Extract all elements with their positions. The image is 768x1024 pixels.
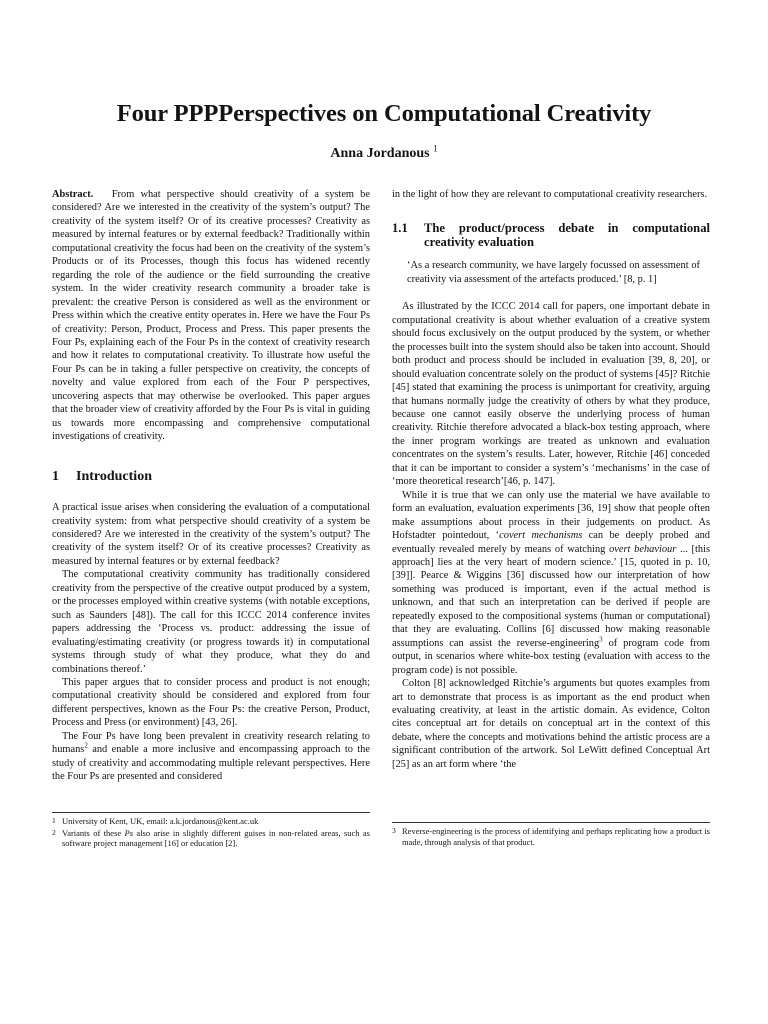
block-quote: ‘As a research community, we have largely focussed on assessment of creativity via assessment of the artefacts produced.’ [8, p. 1]	[407, 260, 700, 285]
footnote-text: also arise in slightly different guises in non-related areas, such as software project management [16] or education [2].	[62, 827, 370, 848]
intro-paragraph-4-continued: in the light of how they are relevant to computational creativity researchers.	[392, 189, 708, 200]
footnote-2	[52, 828, 370, 849]
abstract-label: Abstract.	[52, 189, 94, 200]
author-footnote-mark: 1	[433, 143, 438, 154]
emphasis-text: Ps	[124, 827, 134, 838]
footnote-mark: 1	[52, 816, 56, 825]
emphasis-text: overt behaviour	[609, 543, 677, 555]
author-name: Anna Jordanous	[330, 146, 430, 161]
abstract-text: From what perspective should creativity of a system be considered? Are we interested in the creativity of the system’s output? The creativity of the system itself? Or of its creative processes? Creativity as measured by internal features or by external feedback? Traditionally within computational creativity the focus had been on the creativity of the system’s Products or of its Processes, though this focus has widened recently regarding the role of the audience or the field surrounding the creative system. In the wider creativity research community a broader take is prevalent: the creative Person is considered as well as the environment or Press within which the creative entity operates in. Here we have the Four Ps of creativity: Person, Product, Process and Press. This paper presents the Four Ps, explaining each of the Four Ps in the context of creativity research and how it relates to computational creativity. To illustrate how useful the Four Ps can be in taking a fuller perspective on creativity, the concepts of novelty and value explored from each of the Four P perspectives, uncovering aspects that may otherwise be overlooked. This paper argues that the broader view of creativity afforded by the Four Ps is vital in guiding us towards more encompassing and comprehensive computational investigations of creativity.	[52, 189, 370, 443]
footnote-3	[392, 826, 710, 847]
footnote-ref-2: 2	[84, 741, 88, 750]
footnotes-right	[392, 822, 710, 848]
section-number: 1	[52, 468, 59, 484]
subsection-title: The product/process debate in computational creativity evaluation	[424, 221, 710, 250]
footnote-ref-3: 3	[599, 635, 603, 644]
footnote-text: Reverse-engineering is the process of identifying and perhaps replicating how a product is made, through analysis of that product.	[402, 826, 710, 847]
abstract	[52, 188, 370, 444]
footnote-mark: 2	[52, 827, 56, 837]
subsection-heading-1-1	[392, 221, 710, 249]
paragraph-text: ... [this approach] lies at the very heart of modern science.’ [15, quoted in p. 10, [39]]. Pearce & Wiggins [36] discussed how our interpretation of how something was produced is important, even if the actual method is unknown, and that such an interpretation can be derived if people are repeatedly exposed to the compositional systems (human or computational) that they are evaluating. Collins [6] discussed how making reasonable assumptions can assist the reverse-engineering	[392, 543, 710, 649]
intro-paragraph-2: The computational creativity community has traditionally considered creativity from the perspective of the creative output produced by a system, or the processes employed within creative systems (with notable exceptions, such as Saunders [48]). The call for this ICCC 2014 conference invites papers addressing the ‘Process vs. product: addressing the issue of evaluating/estimating creativity (or progress towards it) in computational systems through study of what they produce, what they do and combinations thereof.’	[52, 569, 370, 675]
section-heading-introduction	[52, 470, 370, 483]
emphasis-text: covert mechanisms	[499, 530, 583, 542]
paragraph-text: of program code from output, in scenarios where white-box testing (evaluation with access to the program code) is not possible.	[392, 637, 710, 676]
paragraph-text: can be deeply probed and eventually revealed merely by means of watching	[392, 530, 710, 555]
footnote-divider	[52, 812, 370, 813]
subsection-number: 1.1	[392, 221, 408, 236]
right-column	[392, 188, 710, 771]
section-title: Introduction	[76, 468, 152, 484]
section-1-1-paragraph-1: As illustrated by the ICCC 2014 call for papers, one important debate in computational creativity is about whether evaluation of a creative system should focus exclusively on the output produced by the system, or whether the processes built into the system should also be taken into account. Should both product and process should be included in evaluation [39, 8, 20], or should evaluation concentrate solely on the product of systems [45]? Ritchie [45] stated that examining the process is unimportant for creativity, arguing that humans normally judge the creativity of others by what they produce, because one cannot easily observe the underlying process of human creativity. Ritchie therefore advocated a black-box testing approach, where the inner program workings are treated as unknown and evaluation concentrates on the system’s results. Later, however, Ritchie [46] conceded that it can be important to consider a system’s ‘mechanisms’ in the case of ‘more theoretical research’[46, p. 147].	[392, 301, 710, 488]
intro-paragraph-4	[52, 730, 370, 784]
footnote-text: University of Kent, UK, email: a.k.jordanous@kent.ac.uk	[62, 816, 259, 826]
author-line	[40, 143, 728, 162]
footnote-mark: 3	[392, 826, 396, 835]
intro-paragraph-1: A practical issue arises when considering the evaluation of a computational creativity system: from what perspective should creativity of a system be considered? Are we interested in the creativity of the system’s output? The creativity of the system itself? Or of its creative processes? Creativity as measured by internal features or by external feedback?	[52, 502, 370, 567]
footnotes-left	[52, 812, 370, 850]
section-1-1-paragraph-3: Colton [8] acknowledged Ritchie’s arguments but quotes examples from art to demonstrate that process is as important as the end product when evaluating creativity, at least in the artistic domain. As evidence, Colton cites conceptual art for details on conceptual art in the context of this debate, where the concepts and motivations behind the artistic process are a significant contribution of the artwork. Sol LeWitt defined Conceptual Art [25] as an art form where ‘the	[392, 678, 710, 770]
left-column	[52, 188, 370, 784]
paragraph-text: While it is true that we can only use the material we have available to form an evaluation, evaluation experiments [36, 19] show that people often make assumptions about process in their judgements on product. As Hofstadter pointedout, ‘	[392, 489, 710, 542]
footnote-1	[52, 816, 370, 827]
footnote-divider	[392, 822, 710, 823]
intro-paragraph-3: This paper argues that to consider process and product is not enough; computational creativity should be considered and explored from four different perspectives, known as the Four Ps: the creative Person, Product, Process and Press (or environment) [43, 26].	[52, 676, 370, 729]
section-1-1-paragraph-2	[392, 489, 710, 677]
footnote-text: Variants of these	[62, 827, 125, 838]
paragraph-text: and enable a more inclusive and encompassing approach to the study of creativity and accommodating multiple relevant perspectives. Here the Four Ps are presented and considered	[52, 744, 370, 783]
paragraph-text: The Four Ps have long been prevalent in creativity research relating to humans	[52, 730, 370, 756]
paper-title: Four PPPPerspectives on Computational Creativity	[116, 100, 652, 127]
